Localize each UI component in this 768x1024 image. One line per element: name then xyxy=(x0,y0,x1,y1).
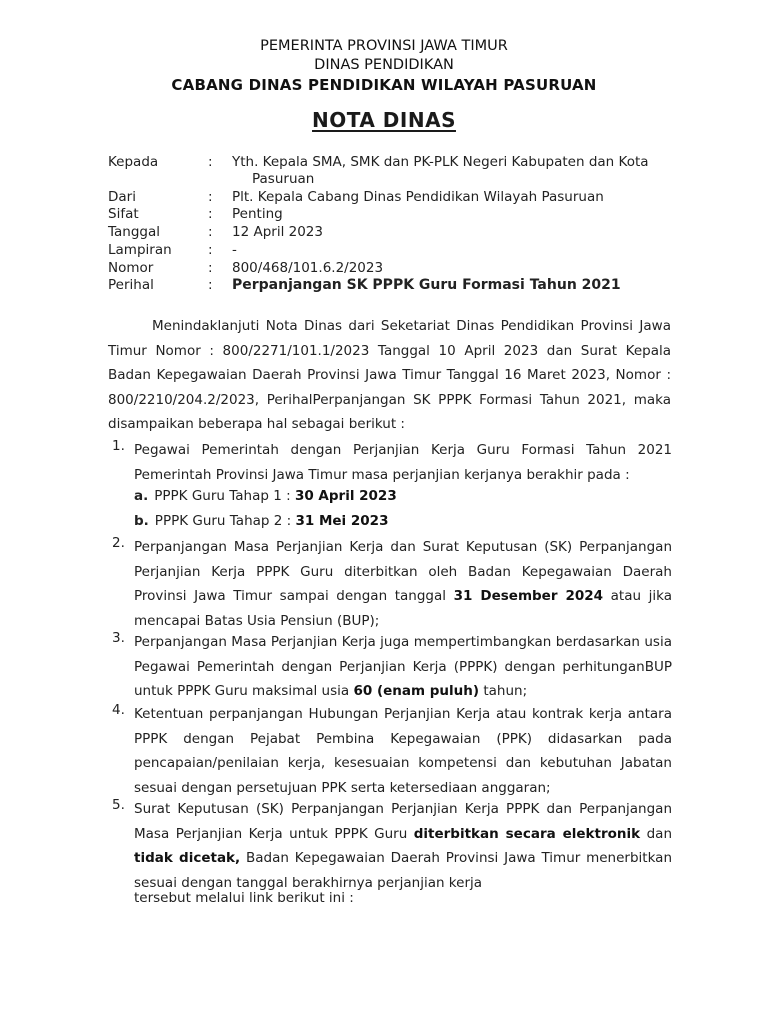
meta-separator: : xyxy=(208,154,213,170)
meta-perihal-label: Perihal xyxy=(108,277,154,293)
list-item-text xyxy=(134,797,672,895)
header-branch: CABANG DINAS PENDIDIKAN WILAYAH PASURUAN xyxy=(171,76,597,94)
list-item-emphasis: 31 Desember 2024 xyxy=(453,588,604,604)
meta-separator: : xyxy=(208,224,213,240)
sub-letter: a. xyxy=(134,488,149,504)
meta-separator: : xyxy=(208,242,213,258)
meta-kepada-label: Kepada xyxy=(108,154,159,170)
meta-sifat-value: Penting xyxy=(232,206,283,222)
list-item-text-part: atau jika mencapai Batas Usia Pensiun (BUP); xyxy=(134,588,672,629)
list-item-text-part: Surat Keputusan (SK) Perpanjangan Perjanjian Kerja PPPK dan Perpanjangan Masa Perjanjian Kerja untuk PPPK Guru xyxy=(134,801,672,842)
document-title xyxy=(0,108,768,132)
meta-dari-label: Dari xyxy=(108,189,136,205)
meta-lampiran-label: Lampiran xyxy=(108,242,172,258)
list-item-text-part: Badan Kepegawaian Daerah Provinsi Jawa Timur menerbitkan sesuai dengan tanggal berakhirnya perjanjian kerja xyxy=(134,850,672,891)
list-item-text-part: dan xyxy=(640,825,672,842)
sub-item-b xyxy=(134,513,388,529)
list-item-text-part: Perpanjangan Masa Perjanjian Kerja dan Surat Keputusan (SK) Perpanjangan Perjanjian Kerja PPPK Guru diterbitkan oleh Badan Kepegawaian Daerah Provinsi Jawa Timur sampai dengan tanggal xyxy=(134,539,672,604)
list-number: 5. xyxy=(112,797,125,813)
header-department: DINAS PENDIDIKAN xyxy=(314,57,454,73)
list-item-text-part: Perpanjangan Masa Perjanjian Kerja juga mempertimbangkan berdasarkan usia Pegawai Pemerintah dengan Perjanjian Kerja (PPPK) dengan perhitunganBUP untuk PPPK Guru maksimal usia xyxy=(134,634,672,699)
list-number: 2. xyxy=(112,535,125,551)
meta-lampiran-value: - xyxy=(232,242,237,258)
meta-perihal-value: Perpanjangan SK PPPK Guru Formasi Tahun 2021 xyxy=(232,277,621,293)
sub-item-date: 30 April 2023 xyxy=(294,488,397,504)
list-item-emphasis: 60 (enam puluh) xyxy=(353,683,480,699)
sub-letter: b. xyxy=(134,513,149,529)
meta-kepada-value: Yth. Kepala SMA, SMK dan PK-PLK Negeri Kabupaten dan Kota Pasuruan xyxy=(232,154,649,187)
sub-item-date: 31 Mei 2023 xyxy=(295,513,389,529)
meta-separator: : xyxy=(208,206,213,222)
header-government: PEMERINTA PROVINSI JAWA TIMUR xyxy=(260,38,508,54)
list-item-emphasis: diterbitkan secara elektronik xyxy=(413,825,641,842)
list-item-text: Pegawai Pemerintah dengan Perjanjian Kerja Guru Formasi Tahun 2021 Pemerintah Provinsi Jawa Timur masa perjanjian kerjanya berakhir pada : xyxy=(134,442,672,483)
sub-item-a xyxy=(134,488,397,504)
intro-paragraph: Menindaklanjuti Nota Dinas dari Seketariat Dinas Pendidikan Provinsi Jawa Timur Nomor : 800/2271/101.1/2023 Tanggal 10 April 2023 dan Surat Kepala Badan Kepegawaian Daerah Provinsi Jawa Timur Tanggal 16 Maret 2023, Nomor : 800/2210/204.2/2023, PerihalPerpanjangan SK PPPK Formasi Tahun 2021, maka disampaikan beberapa hal sebagai berikut : xyxy=(108,318,671,432)
list-item-5-continuation: tersebut melalui link berikut ini : xyxy=(134,890,354,906)
meta-sifat-label: Sifat xyxy=(108,206,139,222)
meta-separator: : xyxy=(208,189,213,205)
meta-tanggal-label: Tanggal xyxy=(108,224,161,240)
list-item-text xyxy=(134,535,672,633)
list-item-emphasis: tidak dicetak, xyxy=(134,850,241,866)
meta-separator: : xyxy=(208,260,213,276)
meta-separator: : xyxy=(208,277,213,293)
meta-dari-value: Plt. Kepala Cabang Dinas Pendidikan Wilayah Pasuruan xyxy=(232,189,604,205)
sub-item-text: PPPK Guru Tahap 1 : xyxy=(154,488,295,504)
meta-nomor-label: Nomor xyxy=(108,260,154,276)
list-item-text-part: tahun; xyxy=(479,683,528,699)
list-number: 3. xyxy=(112,630,125,646)
meta-tanggal-value: 12 April 2023 xyxy=(232,224,323,240)
list-number: 1. xyxy=(112,438,125,454)
list-item-text xyxy=(134,630,672,704)
list-item-text: Ketentuan perpanjangan Hubungan Perjanjian Kerja atau kontrak kerja antara PPPK dengan Pejabat Pembina Kepegawaian (PPK) didasarkan pada pencapaian/penilaian kerja, kesesuaian kompetensi dan kebutuhan Jabatan sesuai dengan persetujuan PPK serta ketersediaan anggaran; xyxy=(134,706,672,796)
list-number: 4. xyxy=(112,702,125,718)
document-title-text: NOTA DINAS xyxy=(312,108,456,132)
meta-nomor-value: 800/468/101.6.2/2023 xyxy=(232,260,384,276)
sub-item-text: PPPK Guru Tahap 2 : xyxy=(154,513,296,529)
